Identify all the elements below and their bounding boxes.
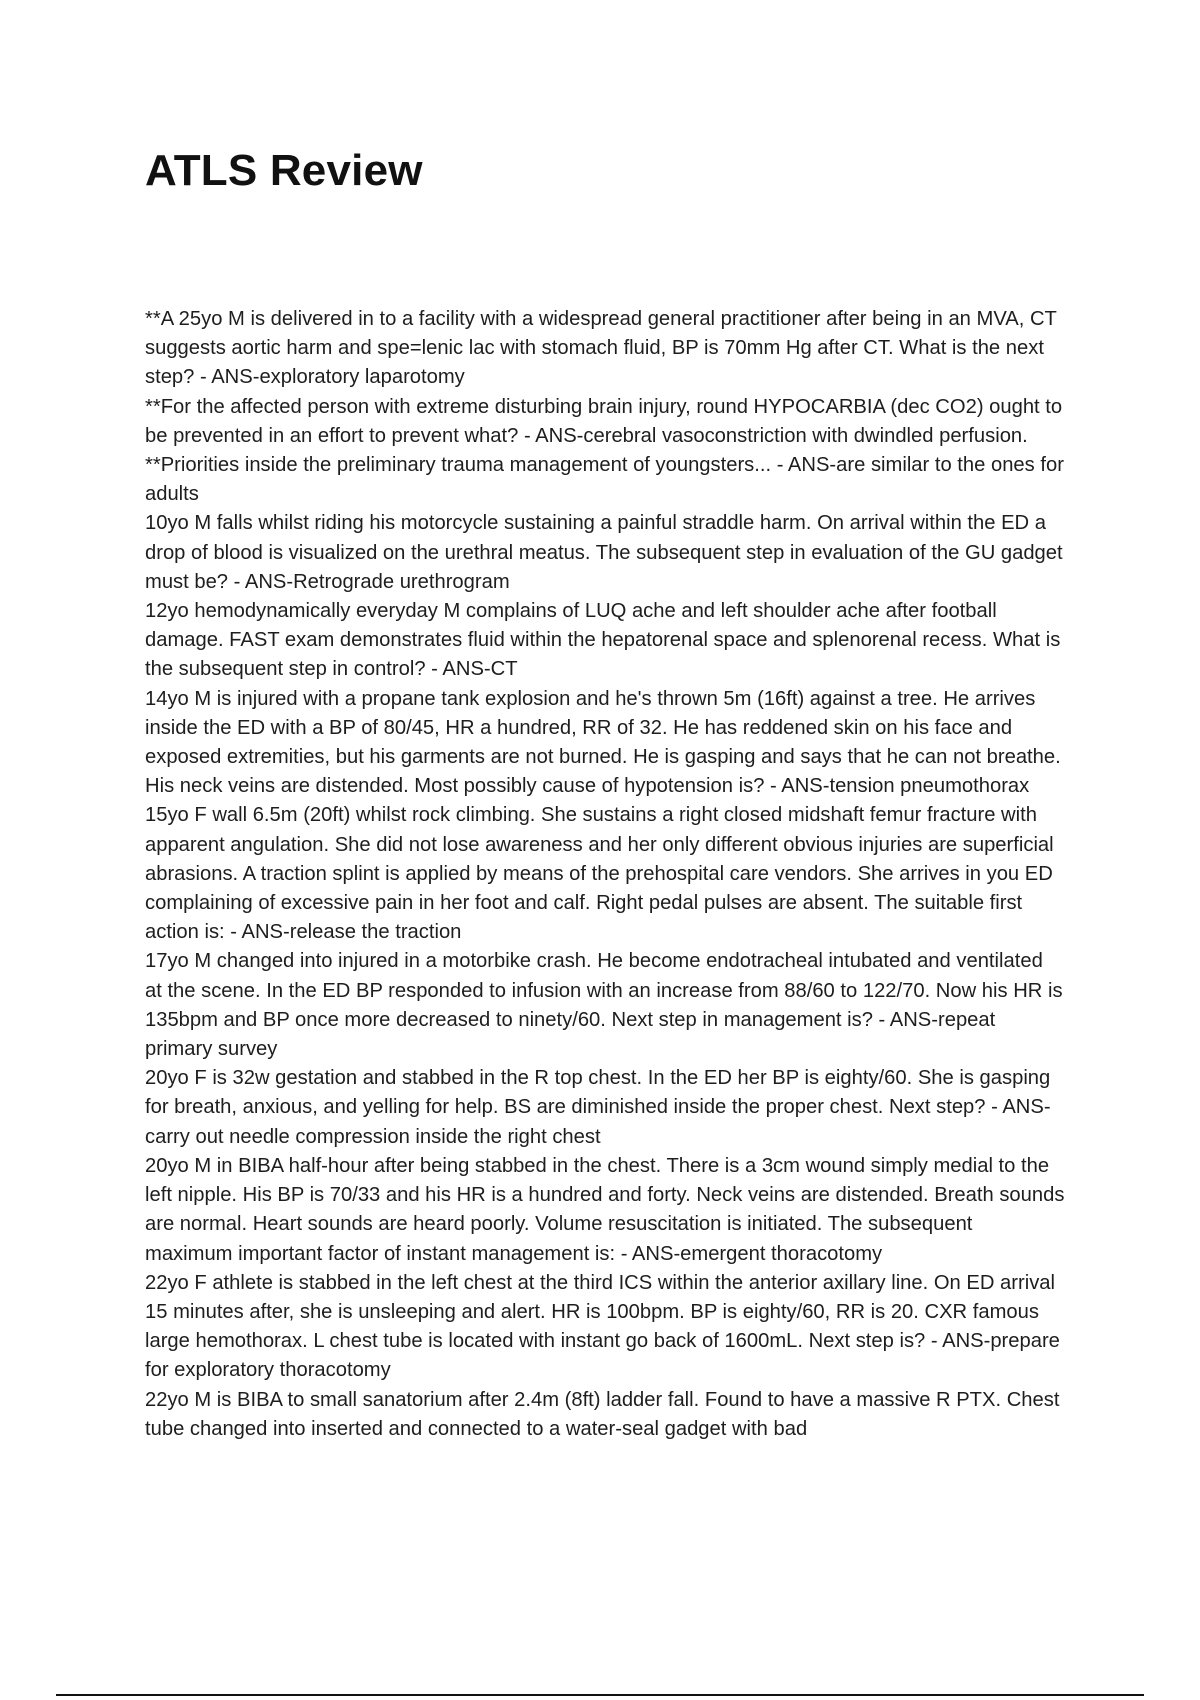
page-title: ATLS Review [145, 146, 423, 195]
qa-item: 22yo M is BIBA to small sanatorium after 2.4m (8ft) ladder fall. Found to have a massive R PTX. Chest tube changed into inserted and connected to a water-seal gadget with bad [145, 1388, 1060, 1440]
qa-item: 15yo F wall 6.5m (20ft) whilst rock climbing. She sustains a right closed midshaft femur fracture with apparent angulation. She did not lose awareness and her only different obvious injuries are superficial abrasions. A traction splint is applied by means of the prehospital care vendors. She arrives in you ED complaining of excessive pain in her foot and calf. Right pedal pulses are absent. The suitable first action is: - ANS-release the traction [145, 804, 1054, 944]
qa-item: 14yo M is injured with a propane tank explosion and he's thrown 5m (16ft) against a tree. He arrives inside the ED with a BP of 80/45, HR a hundred, RR of 32. He has reddened skin on his face and exposed extremities, but his garments are not burned. He is gasping and says that he can not breathe. His neck veins are distended. Most possibly cause of hypotension is? - ANS-tension pneumothorax [145, 687, 1061, 798]
qa-item: 12yo hemodynamically everyday M complains of LUQ ache and left shoulder ache after football damage. FAST exam demonstrates fluid within the hepatorenal space and splenorenal recess. What is the subsequent step in control? - ANS-CT [145, 600, 1061, 681]
qa-item: **For the affected person with extreme disturbing brain injury, round HYPOCARBIA (dec CO2) ought to be prevented in an effort to prevent what? - ANS-cerebral vasoconstriction with dwindled perfusion. [145, 395, 1063, 447]
qa-item: 22yo F athlete is stabbed in the left chest at the third ICS within the anterior axillary line. On ED arrival 15 minutes after, she is unsleeping and alert. HR is 100bpm. BP is eighty/60, RR is 20. CXR famous large hemothorax. L chest tube is located with instant go back of 1600mL. Next step is? - ANS-prepare for exploratory thoracotomy [145, 1271, 1060, 1382]
qa-item: 10yo M falls whilst riding his motorcycle sustaining a painful straddle harm. On arrival within the ED a drop of blood is visualized on the urethral meatus. The subsequent step in evaluation of the GU gadget must be? - ANS-Retrograde urethrogram [145, 512, 1063, 593]
qa-item: **Priorities inside the preliminary trauma management of youngsters... - ANS-are similar to the ones for adults [145, 454, 1064, 506]
qa-list [145, 305, 1065, 1444]
qa-item: 20yo F is 32w gestation and stabbed in the R top chest. In the ED her BP is eighty/60. She is gasping for breath, anxious, and yelling for help. BS are diminished inside the proper chest. Next step? - ANS-carry out needle compression inside the right chest [145, 1067, 1051, 1148]
qa-item: 20yo M in BIBA half-hour after being stabbed in the chest. There is a 3cm wound simply medial to the left nipple. His BP is 70/33 and his HR is a hundred and forty. Neck veins are distended. Breath sounds are normal. Heart sounds are heard poorly. Volume resuscitation is initiated. The subsequent maximum important factor of instant management is: - ANS-emergent thoracotomy [145, 1154, 1065, 1265]
footer-divider [56, 1694, 1144, 1696]
qa-item: **A 25yo M is delivered in to a facility with a widespread general practitioner after being in an MVA, CT suggests aortic harm and spe=lenic lac with stomach fluid, BP is 70mm Hg after CT. What is the next step? - ANS-exploratory laparotomy [145, 308, 1057, 389]
qa-item: 17yo M changed into injured in a motorbike crash. He become endotracheal intubated and ventilated at the scene. In the ED BP responded to infusion with an increase from 88/60 to 122/70. Now his HR is 135bpm and BP once more decreased to ninety/60. Next step in management is? - ANS-repeat primary survey [145, 950, 1063, 1061]
